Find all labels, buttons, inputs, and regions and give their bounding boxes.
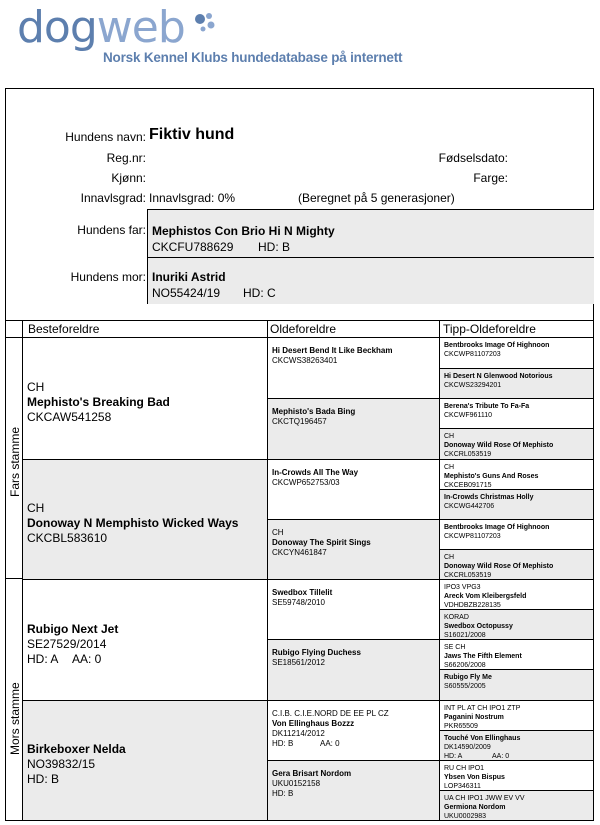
col-grandparents: Besteforeldre xyxy=(28,322,100,336)
gp-cell xyxy=(23,338,267,459)
ggp-reg: UKU0152158 xyxy=(272,778,321,788)
father-reg: CKCFU788629 xyxy=(152,240,234,254)
gp-reg: SE27529/2014 xyxy=(27,636,107,651)
pedigree-frame xyxy=(5,88,594,821)
mother-name[interactable]: Inuriki Astrid xyxy=(152,270,226,284)
gp-hd: HD: B xyxy=(27,772,60,787)
ggp-name[interactable]: In-Crowds All The Way xyxy=(272,467,359,477)
gggp-name[interactable]: In-Crowds Christmas Holly xyxy=(444,493,534,501)
birthdate-label: Fødselsdato: xyxy=(438,151,508,165)
gggp-cell xyxy=(440,760,593,790)
gggp-reg: UKU0002983 xyxy=(444,812,487,820)
ggp-reg: CKCYN461847 xyxy=(272,547,327,557)
gggp-cell xyxy=(440,338,593,368)
gp-content xyxy=(27,622,265,667)
father-hd: HD: B xyxy=(258,240,291,254)
ggp-content xyxy=(272,528,437,558)
grid-top-line xyxy=(6,320,593,321)
gggp-reg: S60555/2005 xyxy=(444,683,486,691)
gggp-name[interactable]: Ybsen Von Bispus xyxy=(444,773,505,781)
gggp-name[interactable]: Donoway Wild Rose Of Mephisto xyxy=(444,442,554,450)
ggp-reg: SE59748/2010 xyxy=(272,598,325,607)
gggp-content xyxy=(444,764,591,790)
gggp-title: SE CH xyxy=(444,644,466,652)
regnr-label: Reg.nr: xyxy=(106,151,146,165)
ggp-content xyxy=(272,769,437,799)
gggp-cell xyxy=(440,398,593,428)
gggp-name[interactable]: Paganini Nostrum xyxy=(444,713,504,721)
inbreeding-note: (Beregnet på 5 generasjoner) xyxy=(298,191,455,205)
gggp-cell xyxy=(440,790,593,820)
gp-reg: CKCAW541258 xyxy=(27,410,112,425)
gggp-name[interactable]: Swedbox Octopussy xyxy=(444,623,513,631)
ggp-cell xyxy=(268,579,439,639)
gggp-cell xyxy=(440,579,593,609)
ggp-name[interactable]: Mephisto's Bada Bing xyxy=(272,407,356,417)
ggp-health xyxy=(272,789,437,799)
gggp-reg: S16021/2008 xyxy=(444,632,486,640)
gggp-cell xyxy=(440,639,593,669)
gggp-title: KORAD xyxy=(444,614,469,622)
dog-name: Fiktiv hund xyxy=(149,126,235,143)
gggp-content xyxy=(444,372,591,390)
father-label: Hundens far: xyxy=(77,223,146,237)
gggp-reg: VDHDBZB228135 xyxy=(444,602,501,609)
gp-title: CH xyxy=(27,501,45,516)
ggp-health xyxy=(272,739,437,749)
gggp-content xyxy=(444,794,591,820)
gggp-content xyxy=(444,402,591,420)
ggp-reg: SE18561/2012 xyxy=(272,658,325,668)
gggp-name[interactable]: Areck Vom Kleibergsfeld xyxy=(444,593,527,600)
gggp-content xyxy=(444,673,591,691)
gp-reg: NO39832/15 xyxy=(27,757,96,772)
inbreeding-label: Innavlsgrad: xyxy=(80,191,146,205)
gggp-name[interactable]: Jaws The Fifth Element xyxy=(444,653,522,661)
gp-hd: HD: A xyxy=(27,651,59,666)
gggp-reg: CKCRL053519 xyxy=(444,571,492,579)
gggp-cell xyxy=(440,519,593,549)
gggp-aa: AA: 0 xyxy=(492,752,510,760)
gp-content xyxy=(27,742,265,787)
gggp-title: CH xyxy=(444,433,455,441)
mother-box xyxy=(147,257,594,304)
gggp-content xyxy=(444,583,591,609)
gp-health xyxy=(27,652,265,667)
gp-cell xyxy=(23,579,267,700)
gggp-hd: HD: A xyxy=(444,752,463,760)
gggp-title: RU CH IPO1 xyxy=(444,764,485,772)
gggp-content xyxy=(444,463,591,489)
gggp-reg: PKR65509 xyxy=(444,722,478,730)
ggp-reg: CKCWS38263401 xyxy=(272,356,338,365)
gggp-reg: S66206/2008 xyxy=(444,662,486,670)
ggp-name[interactable]: Rubigo Flying Duchess xyxy=(272,648,361,658)
gggp-cell xyxy=(440,489,593,519)
gp-health xyxy=(27,772,265,787)
father-box xyxy=(147,209,594,258)
ggp-cell xyxy=(268,398,439,458)
gp-cell xyxy=(23,459,267,580)
gggp-name[interactable]: Rubigo Fly Me xyxy=(444,674,492,682)
gp-name[interactable]: Birkeboxer Nelda xyxy=(27,742,126,757)
ggp-name[interactable]: Hi Desert Bend It Like Beckham xyxy=(272,346,393,355)
gggp-content xyxy=(444,523,591,541)
ggp-name[interactable]: Gera Brisart Nordom xyxy=(272,768,352,778)
gp-content xyxy=(27,380,265,425)
ggp-content xyxy=(272,709,437,749)
gggp-title: UA CH IPO1 JWW EV VV xyxy=(444,794,525,802)
gggp-name[interactable]: Berena's Tribute To Fa-Fa xyxy=(444,403,530,411)
gggp-reg: CKCWS23294201 xyxy=(444,382,502,390)
gggp-name[interactable]: Touché Von Ellinghaus xyxy=(444,734,521,742)
color-label: Farge: xyxy=(473,171,508,185)
gp-reg: CKCBL583610 xyxy=(27,531,108,546)
gggp-cell xyxy=(440,609,593,639)
gggp-reg: CKCWF961110 xyxy=(444,412,492,420)
ggp-cell xyxy=(268,639,439,699)
ggp-aa: AA: 0 xyxy=(320,738,340,748)
ggp-content xyxy=(272,468,437,488)
mother-label: Hundens mor: xyxy=(70,270,146,284)
ggp-content xyxy=(272,407,437,427)
ggp-title: CH xyxy=(272,527,284,537)
gggp-cell xyxy=(440,428,593,458)
ggp-cell xyxy=(268,519,439,579)
name-label: Hundens navn: xyxy=(65,130,146,144)
ggp-reg: CKCTQ196457 xyxy=(272,417,327,427)
mothers-side-label: Mors stamme xyxy=(8,682,22,755)
gggp-content xyxy=(444,553,591,579)
gp-name[interactable]: Mephisto's Breaking Bad xyxy=(27,395,170,410)
gp-name[interactable]: Rubigo Next Jet xyxy=(27,621,119,636)
mother-hd: HD: C xyxy=(243,286,276,300)
gggp-reg: CKCWP81107203 xyxy=(444,351,501,358)
father-name[interactable]: Mephistos Con Brio Hi N Mighty xyxy=(152,224,335,238)
inbreeding-value: Innavlsgrad: 0% xyxy=(149,191,236,205)
gp-title: CH xyxy=(27,380,45,395)
gggp-reg: CKCWP81107203 xyxy=(444,532,501,540)
ggp-cell xyxy=(268,700,439,760)
gggp-reg: CKCWG442706 xyxy=(444,502,495,510)
ggp-hd: HD: B xyxy=(272,788,294,798)
logo-web: web xyxy=(96,2,185,53)
sex-label: Kjønn: xyxy=(111,171,146,185)
ggp-hd: HD: B xyxy=(272,738,294,748)
gggp-cell xyxy=(440,700,593,730)
ggp-name[interactable]: Swedbox Tillelit xyxy=(272,588,333,597)
ggp-reg: DK11214/2012 xyxy=(272,728,325,738)
col-great-grandparents: Oldeforeldre xyxy=(270,322,337,336)
gggp-name[interactable]: Hi Desert N Glenwood Notorious xyxy=(444,373,553,381)
gggp-content xyxy=(444,704,591,730)
mother-reg: NO55424/19 xyxy=(152,286,221,300)
gggp-name[interactable]: Mephisto's Guns And Roses xyxy=(444,472,539,480)
gggp-cell xyxy=(440,459,593,489)
gggp-content xyxy=(444,432,591,458)
gggp-reg: CKCRL053519 xyxy=(444,451,492,459)
ggp-cell xyxy=(268,338,439,398)
fathers-side-label: Fars stamme xyxy=(8,426,22,497)
dogweb-logo xyxy=(17,4,185,52)
gggp-content xyxy=(444,643,591,669)
ggp-name[interactable]: Donoway The Spirit Sings xyxy=(272,537,371,547)
ggp-title: C.I.B. C.I.E.NORD DE EE PL CZ xyxy=(272,708,389,718)
gggp-name[interactable]: Donoway Wild Rose Of Mephisto xyxy=(444,562,554,570)
gggp-cell xyxy=(440,368,593,398)
gggp-title: INT PL AT CH IPO1 ZTP xyxy=(444,704,521,712)
ggp-cell xyxy=(268,760,439,820)
gggp-name[interactable]: Bentbrooks Image Of Highnoon xyxy=(444,342,550,349)
gggp-title: IPO3 VPG3 xyxy=(444,584,481,591)
gggp-reg: DK14590/2009 xyxy=(444,743,491,751)
gp-name[interactable]: Donoway N Memphisto Wicked Ways xyxy=(27,516,239,531)
gggp-content xyxy=(444,613,591,639)
tagline: Norsk Kennel Klubs hundedatabase på internett xyxy=(103,50,403,65)
ggp-content xyxy=(272,346,437,366)
col-great-great-grandparents: Tipp-Oldeforeldre xyxy=(443,322,536,336)
gggp-name[interactable]: Germiona Nordom xyxy=(444,803,506,811)
gggp-content xyxy=(444,734,591,760)
ggp-content xyxy=(272,648,437,668)
gp-aa: AA: 0 xyxy=(72,651,102,666)
ggp-reg: CKCWP652753/03 xyxy=(272,477,340,487)
gggp-reg: LOP346311 xyxy=(444,782,481,790)
gggp-reg: CKCEB091715 xyxy=(444,481,492,489)
gggp-content xyxy=(444,493,591,511)
gp-cell xyxy=(23,700,267,821)
gggp-cell xyxy=(440,669,593,699)
ggp-cell xyxy=(268,459,439,519)
gggp-cell xyxy=(440,549,593,579)
gggp-title: CH xyxy=(444,553,455,561)
gp-content xyxy=(27,501,265,546)
gggp-health xyxy=(444,752,591,760)
ggp-name[interactable]: Von Ellinghaus Bozzz xyxy=(272,718,355,728)
logo-dog: dog xyxy=(17,2,97,53)
ggp-content xyxy=(272,588,437,608)
gggp-cell xyxy=(440,730,593,760)
gggp-content xyxy=(444,341,591,359)
gggp-title: CH xyxy=(444,463,455,471)
logo-dots-icon xyxy=(193,10,217,34)
gggp-name[interactable]: Bentbrooks Image Of Highnoon xyxy=(444,523,550,531)
